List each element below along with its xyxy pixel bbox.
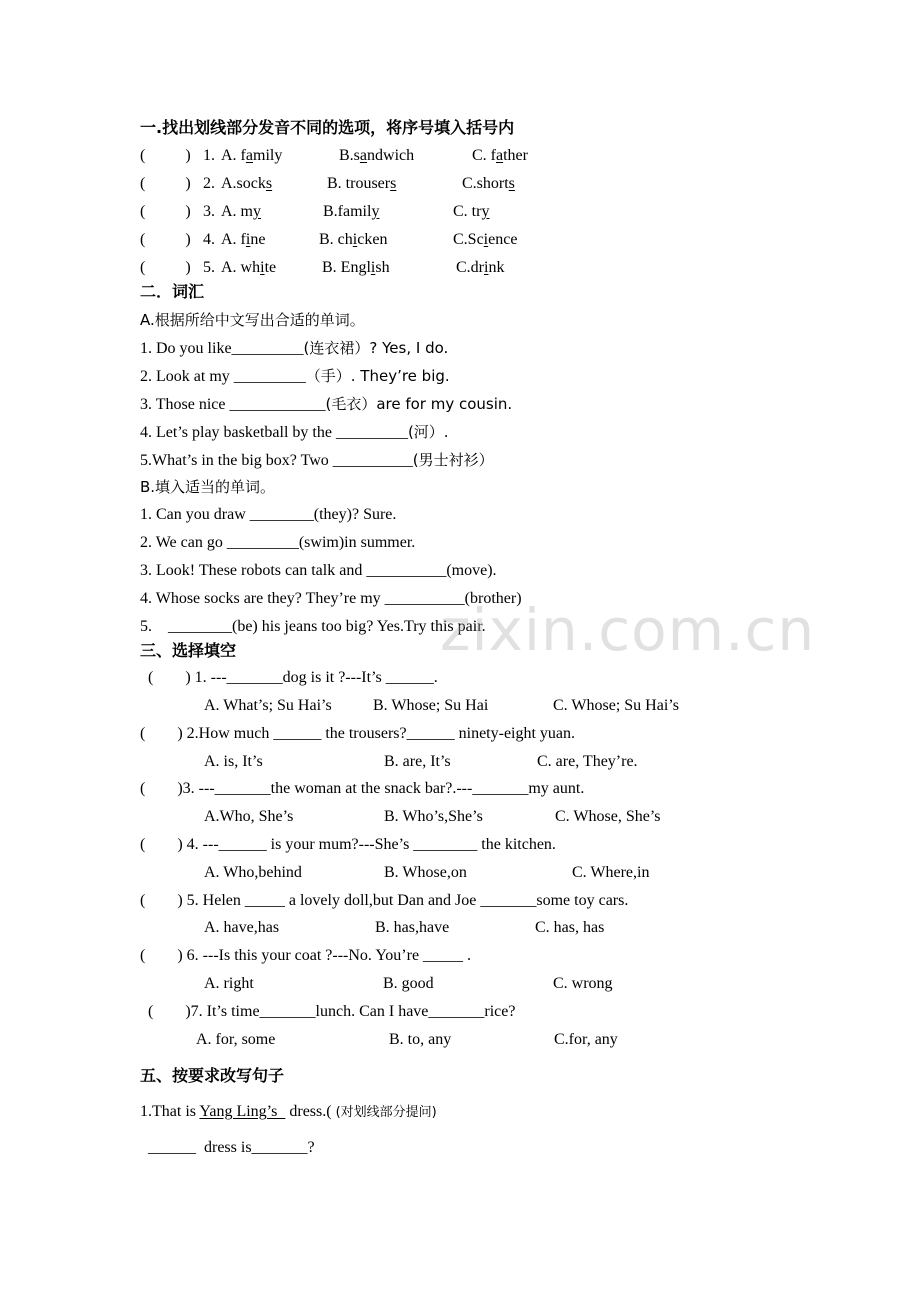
mc-option-c: C. are, They’re. xyxy=(537,753,638,770)
fill-item: 5. ________(be) his jeans too big? Yes.Try this pair. xyxy=(140,618,486,635)
option-c: C.shorts xyxy=(462,175,515,192)
mc-option-c: C. Whose; Su Hai’s xyxy=(553,697,679,714)
mc-option-a: A. Who,behind xyxy=(204,864,302,881)
option-b: B.family xyxy=(323,203,380,220)
answer-blank[interactable]: ( ) xyxy=(140,203,191,220)
mc-option-c: C. has, has xyxy=(535,919,605,936)
mc-option-a: A. right xyxy=(204,975,254,992)
section5-heading: 五、按要求改写句子 xyxy=(140,1066,285,1085)
option-b: B. trousers xyxy=(327,175,397,192)
option-b: B. English xyxy=(322,259,390,276)
answer-blank[interactable]: ( ) xyxy=(140,175,191,192)
part-a-instruction: A.根据所给中文写出合适的单词。 xyxy=(140,311,365,329)
mc-question: ( ) 6. ---Is this your coat ?---No. You’re _____ . xyxy=(140,947,472,964)
vocab-item: 3. Those nice ____________(毛衣）are for my cousin. xyxy=(140,395,513,413)
mc-option-a: A. have,has xyxy=(204,919,280,936)
vocab-item: 1. Do you like_________(连衣裙）? Yes, I do. xyxy=(140,339,449,357)
fill-item: 3. Look! These robots can talk and __________(move). xyxy=(140,562,497,579)
option-a: A.socks xyxy=(221,175,273,192)
fill-item: 1. Can you draw ________(they)? Sure. xyxy=(140,506,397,523)
vocab-item: 4. Let’s play basketball by the _________(河）. xyxy=(140,423,449,441)
mc-option-c: C. Whose, She’s xyxy=(555,808,661,825)
fill-item: 2. We can go _________(swim)in summer. xyxy=(140,534,416,551)
mc-option-a: A. for, some xyxy=(196,1031,276,1048)
mc-option-a: A.Who, She’s xyxy=(204,808,294,825)
question-number: 4. xyxy=(203,231,215,248)
watermark: zixin.com.cn xyxy=(440,596,816,664)
option-c: C. try xyxy=(453,203,490,220)
mc-option-c: C. wrong xyxy=(553,975,613,992)
mc-question: ( ) 1. ---_______dog is it ?---It’s ______. xyxy=(148,669,438,686)
option-a: A. my xyxy=(221,203,261,220)
mc-option-b: B. Whose,on xyxy=(384,864,467,881)
option-c: C. father xyxy=(472,147,528,164)
section1-heading: 一.找出划线部分发音不同的选项，将序号填入括号内 xyxy=(140,118,515,137)
mc-option-a: A. What’s; Su Hai’s xyxy=(204,697,332,714)
option-b: B. chicken xyxy=(319,231,388,248)
mc-option-c: C. Where,in xyxy=(572,864,650,881)
fill-item: 4. Whose socks are they? They’re my __________(brother) xyxy=(140,590,522,607)
answer-blank[interactable]: ( ) xyxy=(140,259,191,276)
option-a: A. white xyxy=(221,259,277,276)
question-number: 2. xyxy=(203,175,215,192)
vocab-item: 5.What’s in the big box? Two __________(男士衬衫） xyxy=(140,451,494,469)
mc-option-b: B. Who’s,She’s xyxy=(384,808,483,825)
mc-question: ( ) 4. ---______ is your mum?---She’s ________ the kitchen. xyxy=(140,836,556,853)
vocab-item: 2. Look at my _________（手）. They’re big. xyxy=(140,367,450,385)
section3-heading: 三、选择填空 xyxy=(140,641,237,660)
option-c: C.Science xyxy=(453,231,518,248)
section2-heading: 二．词汇 xyxy=(140,282,205,301)
answer-blank[interactable]: ( ) xyxy=(140,147,191,164)
option-b: B.sandwich xyxy=(339,147,415,164)
mc-question: ( )3. ---_______the woman at the snack bar?.---_______my aunt. xyxy=(140,780,585,797)
mc-option-c: C.for, any xyxy=(554,1031,618,1048)
rewrite-answer[interactable]: ______ dress is_______? xyxy=(148,1139,315,1156)
mc-question: ( ) 5. Helen _____ a lovely doll,but Dan and Joe _______some toy cars. xyxy=(140,892,629,909)
mc-option-b: B. to, any xyxy=(389,1031,452,1048)
mc-question: ( )7. It’s time_______lunch. Can I have_______rice? xyxy=(148,1003,516,1020)
option-c: C.drink xyxy=(456,259,505,276)
answer-blank[interactable]: ( ) xyxy=(140,231,191,248)
mc-option-b: B. are, It’s xyxy=(384,753,451,770)
question-number: 1. xyxy=(203,147,215,164)
option-a: A. fine xyxy=(221,231,266,248)
mc-option-b: B. good xyxy=(383,975,434,992)
question-number: 5. xyxy=(203,259,215,276)
mc-option-a: A. is, It’s xyxy=(204,753,263,770)
option-a: A. family xyxy=(221,147,283,164)
part-b-instruction: B.填入适当的单词。 xyxy=(140,478,276,496)
mc-option-b: B. has,have xyxy=(375,919,450,936)
rewrite-question: 1.That is Yang Ling’s dress.( (对划线部分提问) xyxy=(140,1103,437,1120)
mc-option-b: B. Whose; Su Hai xyxy=(373,697,489,714)
mc-question: ( ) 2.How much ______ the trousers?______ ninety-eight yuan. xyxy=(140,725,576,742)
question-number: 3. xyxy=(203,203,215,220)
